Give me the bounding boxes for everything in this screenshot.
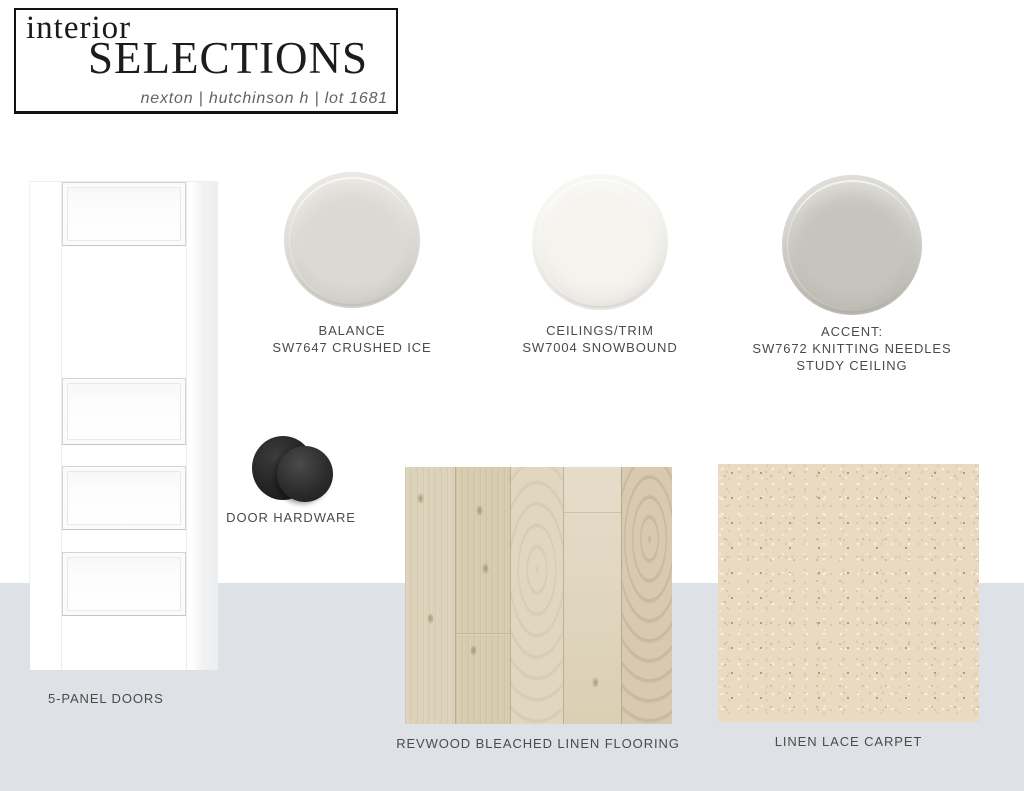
wood-knot xyxy=(427,613,434,624)
paint-swatch-snowbound xyxy=(532,174,668,310)
door-stile-line xyxy=(186,182,187,670)
wood-knot xyxy=(470,645,477,656)
wood-knot xyxy=(417,493,424,504)
paint-label-balance xyxy=(232,322,472,356)
project-tagline: nexton | hutchinson h | lot 1681 xyxy=(140,90,388,107)
flooring-image xyxy=(405,467,672,724)
door-panel xyxy=(62,552,186,616)
wood-knot xyxy=(592,677,599,688)
wood-knot xyxy=(476,505,483,516)
brand-word-interior: interior xyxy=(26,10,132,46)
door-label: 5-PANEL DOORS xyxy=(48,691,164,706)
paint-label-ceilings-trim xyxy=(480,322,720,356)
logo-box xyxy=(14,8,398,114)
paint-code: SW7647 CRUSHED ICE xyxy=(272,340,432,355)
paint-swatch-crushed-ice xyxy=(284,172,420,308)
plank-joint xyxy=(564,512,621,514)
brand-word-selections: SELECTIONS xyxy=(88,33,368,83)
wood-plank xyxy=(510,467,563,724)
paint-use: ACCENT: xyxy=(821,324,883,339)
wood-plank xyxy=(563,467,621,724)
carpet-label: LINEN LACE CARPET xyxy=(774,734,923,749)
door-panel xyxy=(62,182,186,246)
wood-knot xyxy=(482,563,489,574)
paint-code: SW7004 SNOWBOUND xyxy=(522,340,678,355)
hardware-label: DOOR HARDWARE xyxy=(226,510,356,525)
door-knob xyxy=(277,446,333,502)
carpet-image xyxy=(718,464,979,722)
paint-use: BALANCE xyxy=(318,323,386,338)
door-image xyxy=(30,181,218,670)
flooring-label: REVWOOD BLEACHED LINEN FLOORING xyxy=(396,736,680,751)
paint-note: STUDY CEILING xyxy=(796,358,908,373)
wood-plank xyxy=(455,467,510,724)
door-edge-shadow xyxy=(192,182,218,670)
paint-swatch-knitting-needles xyxy=(782,175,922,315)
wood-plank xyxy=(405,467,455,724)
wood-plank xyxy=(621,467,672,724)
plank-joint xyxy=(456,633,510,635)
door-panel xyxy=(62,466,186,530)
door-panel xyxy=(62,378,186,445)
paint-label-accent xyxy=(712,323,992,374)
paint-use: CEILINGS/TRIM xyxy=(546,323,654,338)
paint-code: SW7672 KNITTING NEEDLES xyxy=(752,341,952,356)
